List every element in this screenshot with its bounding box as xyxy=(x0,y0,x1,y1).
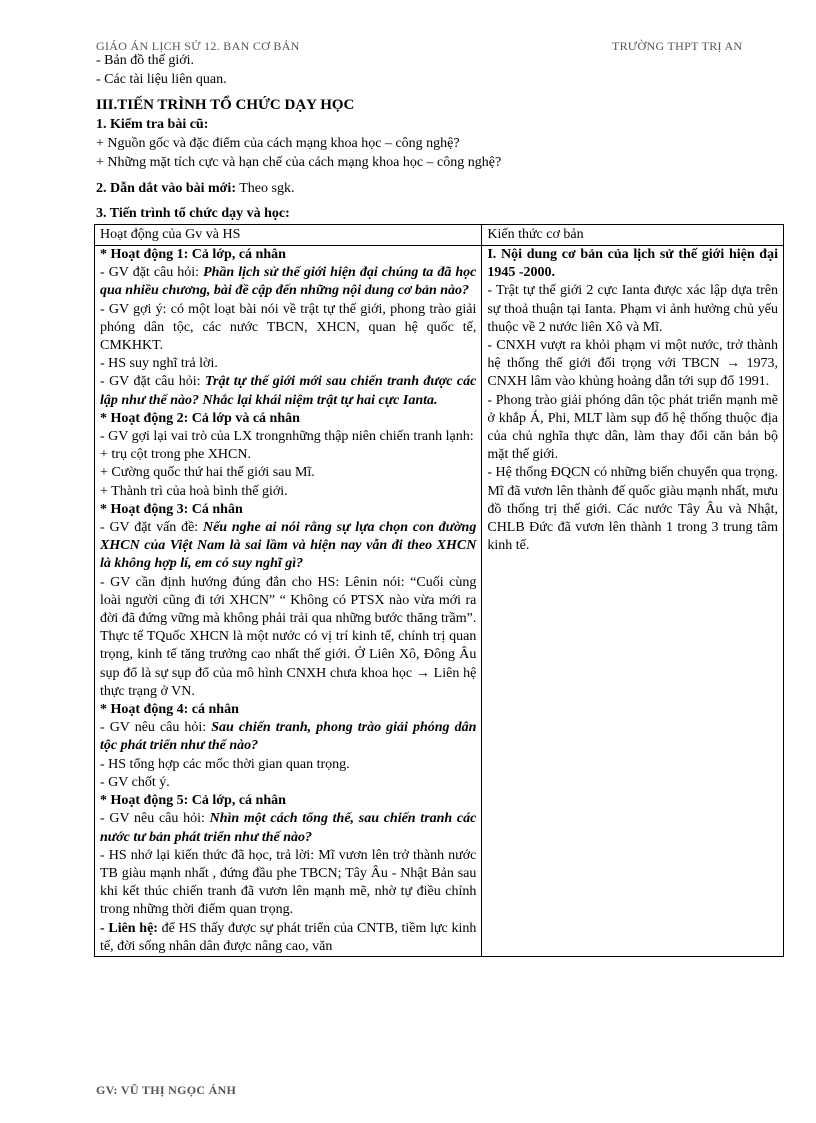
activity-4-title: * Hoạt động 4: cá nhân xyxy=(100,702,239,718)
material-item: - Các tài liệu liên quan. xyxy=(96,72,227,87)
check-question-2: + Những mặt tích cực và hạn chế của cách mạng khoa học – công nghệ? xyxy=(96,155,502,170)
activity-5-question: - GV nêu câu hỏi: Nhìn một cách tổng thể, sau chiến tranh các nước tư bản phát triển như thế nào? xyxy=(100,811,477,845)
knowledge-cell xyxy=(482,246,784,957)
activity-1-hint: - GV gợi ý: có một loạt bài nói về trật tự thế giới, phong trào giải phóng dân tộc, các nước TBCN, XHCN, quan hệ quốc tế, CMKHKT. xyxy=(100,301,477,354)
section-title: III.TIẾN TRÌNH TỔ CHỨC DẠY HỌC xyxy=(96,97,355,113)
activity-2-bullet: + trụ cột trong phe XHCN. xyxy=(100,447,251,463)
activity-2-bullet: + Thành trì của hoà bình thế giới. xyxy=(100,483,288,499)
activity-2-bullet: + Cường quốc thứ hai thế giới sau Mĩ. xyxy=(100,465,315,481)
column-header-activities: Hoạt động của Gv và HS xyxy=(95,225,482,246)
activity-3-title: * Hoạt động 3: Cá nhân xyxy=(100,501,243,517)
activity-4-student: - HS tổng hợp các mốc thời gian quan trọng. xyxy=(100,756,350,772)
knowledge-4-text: - Hệ thống ĐQCN có những biến chuyển qua trọng. Mĩ đã vươn lên thành đế quốc giàu mạnh nhất, mưu đồ thống trị thế giới. Các nước Tây Âu và Nhật, CHLB Đức đã vươn lên thành 1 trong 3 trung tâm kinh tế. xyxy=(487,465,779,554)
process-title: 3. Tiến trình tổ chức dạy và học: xyxy=(96,206,290,221)
activities-cell xyxy=(95,246,482,957)
activity-1-question-2: - GV đặt câu hỏi: Trật tự thế giới mới sau chiến tranh được các lập như thế nào? Nhắc lại khái niệm trật tự hai cực Ianta. xyxy=(100,374,477,408)
activity-4-question: - GV nêu câu hỏi: Sau chiến tranh, phong trào giải phóng dân tộc phát triển như thế nào? xyxy=(100,720,477,754)
activity-1-title: * Hoạt động 1: Cả lớp, cá nhân xyxy=(100,247,286,262)
activity-2-title: * Hoạt động 2: Cả lớp và cá nhân xyxy=(100,410,300,426)
intro-label: 2. Dẫn dắt vào bài mới: xyxy=(96,181,236,196)
knowledge-1-text: - Trật tự thế giới 2 cực Ianta được xác lập dựa trên sự thoả thuận tại Ianta. Phạm vi ảnh hưởng chủ yếu thuộc về 2 nước liên Xô và Mĩ. xyxy=(487,283,778,335)
activity-5-student: - HS nhớ lại kiến thức đã học, trả lời: Mĩ vươn lên trở thành nước TB giàu mạnh nhất , đứng đầu phe TBCN; Tây Âu - Nhật Bản sau khi kết thúc chiến tranh đã vươn lên mạnh mẽ, nhờ tự điều chỉnh trong những thời điểm quan trọng. xyxy=(100,847,477,918)
activity-1-question: - GV đặt câu hỏi: Phần lịch sử thế giới hiện đại chúng ta đã học qua nhiều chương, bài đề cập đến những nội dung cơ bản nào? xyxy=(100,265,477,299)
activity-2-text: - GV gợi lại vai trò của LX trongnhững thập niên chiến tranh lạnh: xyxy=(100,429,474,445)
check-title: 1. Kiểm tra bài cũ: xyxy=(96,117,209,132)
intro-line xyxy=(96,181,294,197)
knowledge-1-title: I. Nội dung cơ bản của lịch sử thế giới hiện đại 1945 -2000. xyxy=(487,247,778,281)
lesson-table xyxy=(94,224,784,957)
intro-text: Theo sgk. xyxy=(236,181,295,196)
material-item: - Bản đồ thế giới. xyxy=(96,53,194,68)
knowledge-3-text: - Phong trào giải phóng dân tộc phát triển mạnh mẽ ở khắp Á, Phi, MLT làm sụp đổ hệ thống thuộc địa của chủ nghĩa thực dân, làm thay đổi căn bản bộ mặt thế giới. xyxy=(487,392,778,463)
activity-5-link: - Liên hệ: để HS thấy được sự phát triển của CNTB, tiềm lực kinh tế, đời sống nhân dân được nâng cao, văn xyxy=(100,920,477,954)
knowledge-2-text: - CNXH vượt ra khỏi phạm vi một nước, trở thành hệ thống thế giới đối trọng với TBCN → 1973, CNXH lâm vào khủng hoảng dẫn tới sụp đổ 1991. xyxy=(487,338,778,390)
activity-5-title: * Hoạt động 5: Cả lớp, cá nhân xyxy=(100,793,286,809)
check-question-1: + Nguồn gốc và đặc điểm của cách mạng khoa học – công nghệ? xyxy=(96,136,460,151)
activity-1-student: - HS suy nghĩ trả lời. xyxy=(100,356,218,372)
column-header-knowledge: Kiến thức cơ bản xyxy=(482,225,784,246)
footer-teacher: GV: VŨ THỊ NGỌC ÁNH xyxy=(96,1083,237,1097)
header-left: GIÁO ÁN LỊCH SỬ 12. BAN CƠ BẢN xyxy=(96,39,300,53)
activity-3-question: - GV đặt vấn đề: Nếu nghe ai nói rằng sự lựa chọn con đường XHCN của Việt Nam là sai lầm và hiện nay vẫn đi theo XHCN là không hợp lí, em có suy nghĩ gì? xyxy=(100,520,477,572)
activity-3-text: - GV cần định hướng đúng đắn cho HS: Lênin nói: “Cuối cùng loài người cũng đi tới XHCN” “ Không có PTSX nào vừa mới ra đời đã đứng vững mà không phải trải qua những bước thăng trầm”. Thực tế TQuốc XHCN là một nước có vị trí kinh tế, chính trị quan trọng, kinh tế tăng trưởng cao nhất thế giới. Ở Liên Xô, Đông Âu sụp đổ là sự sụp đổ của mô hình CNXH chưa khoa học → Liên hệ thực trạng ở VN. xyxy=(100,574,477,699)
activity-4-teacher: - GV chốt ý. xyxy=(100,774,170,790)
header-right: TRƯỜNG THPT TRỊ AN xyxy=(612,39,743,53)
